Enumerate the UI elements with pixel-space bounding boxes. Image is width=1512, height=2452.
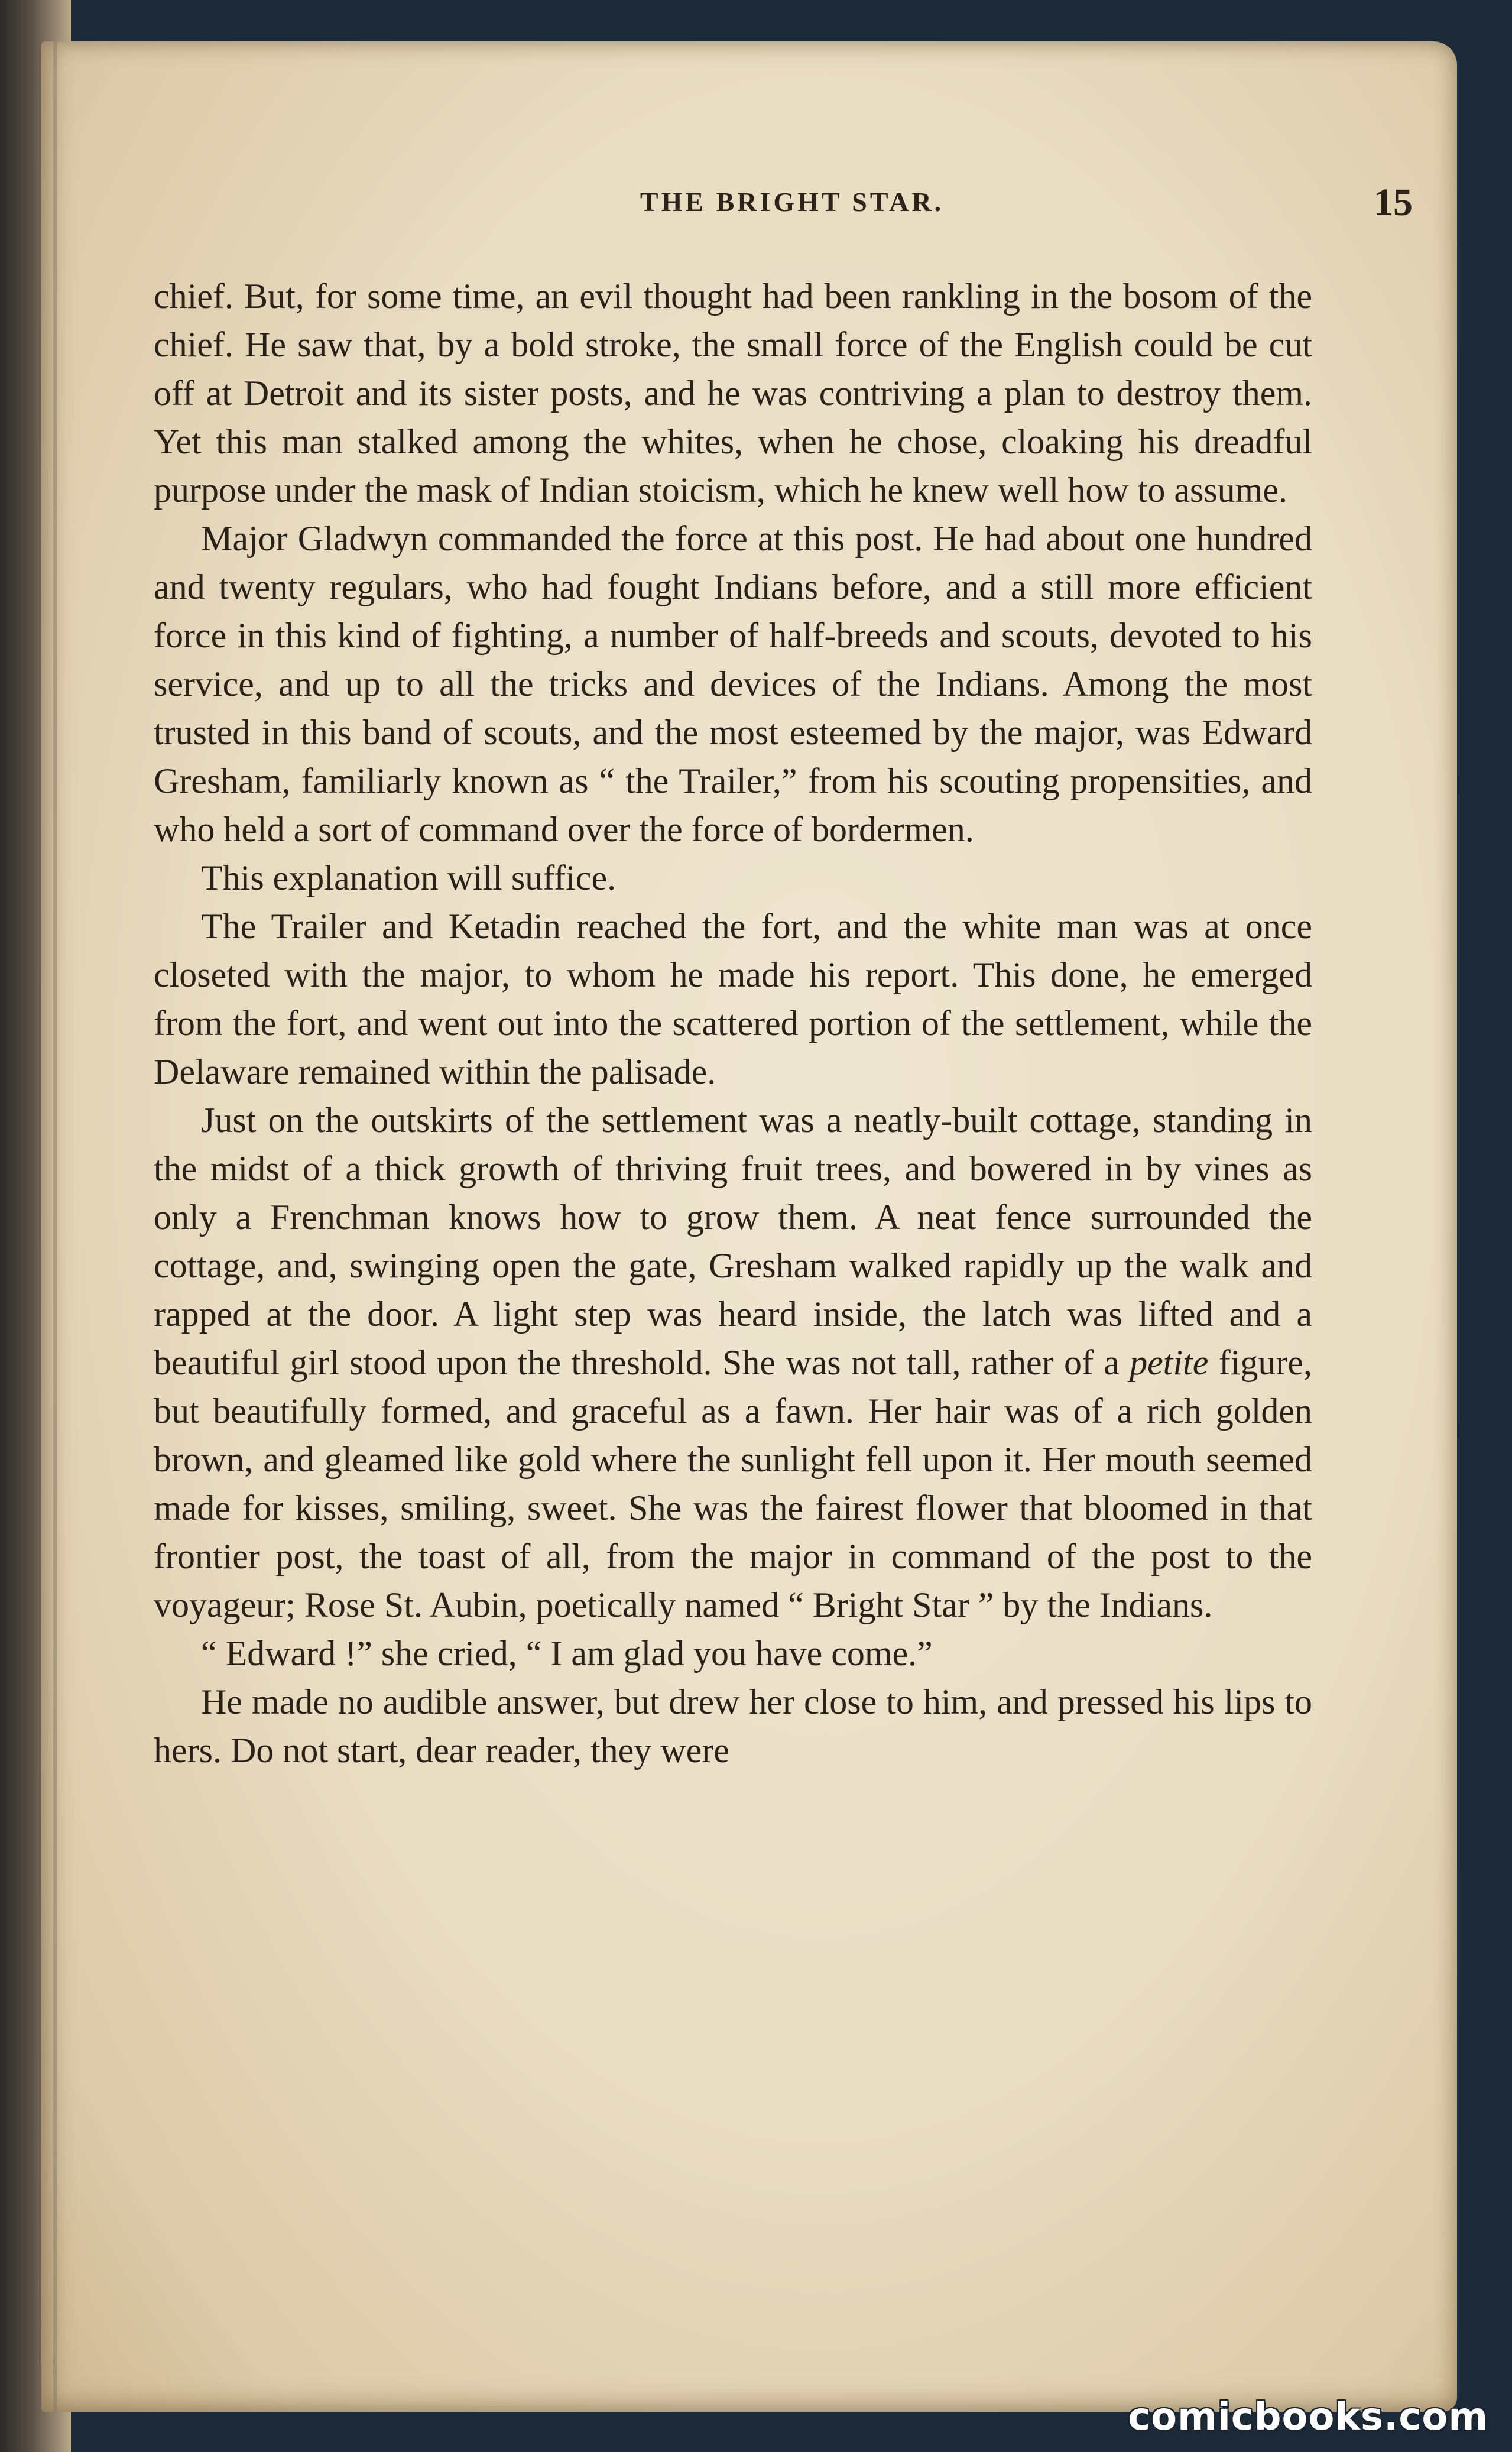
paragraph-3: This explanation will suffice. — [201, 858, 617, 897]
italic-word: petite — [1130, 1343, 1209, 1382]
paragraph-1: chief. But, for some time, an evil thought had been rankling in the bosom of the chief. He saw that, by a bold stroke, the small force of the English could be cut off at Detroit and its sister posts, and he was contriving a plan to destroy them. Yet this man stalked among the whites, when he chose, cloaking his dreadful purpose under the mask of Indian stoicism, which he knew well how to assume. — [154, 277, 1312, 510]
running-head — [41, 181, 1457, 233]
paragraph-5 — [154, 1096, 1312, 1629]
paragraph-2: Major Gladwyn commanded the force at this post. He had about one hundred and twenty regulars, who had fought Indians before, and a still more efficient force in this kind of fighting, a number of half-breeds and scouts, devoted to his service, and up to all the tricks and devices of the Indians. Among the most trusted in this band of scouts, and the most esteemed by the major, was Edward Gresham, familiarly known as “ the Trailer,” from his scouting propensities, and who held a sort of command over the force of bordermen. — [154, 519, 1312, 849]
body-text — [154, 272, 1312, 1775]
paragraph-5-part-2: figure, but beautifully formed, and graceful as a fawn. Her hair was of a rich golden brown, and gleamed like gold where the sunlight fell upon it. Her mouth seemed made for kisses, smiling, sweet. She was the fairest flower that bloomed in that frontier post, the toast of all, from the major in command of the post to the voyageur; Rose St. Aubin, poetically named “ Bright Star ” by the Indians. — [154, 1343, 1312, 1624]
page-edge — [53, 41, 57, 2412]
paragraph-5-part-1: Just on the outskirts of the settlement was a neatly-built cottage, standing in the midst of a thick growth of thriving fruit trees, and bowered in by vines as only a Frenchman knows how to grow them. A neat fence surrounded the cottage, and, swinging open the gate, Gresham walked rapidly up the walk and rapped at the door. A light step was heard inside, the latch was lifted and a beautiful girl stood upon the threshold. She was not tall, rather of a — [154, 1101, 1312, 1382]
paragraph-6: “ Edward !” she cried, “ I am glad you have come.” — [201, 1634, 933, 1673]
paragraph-7: He made no audible answer, but drew her close to him, and pressed his lips to hers. Do not start, dear reader, they were — [154, 1682, 1312, 1770]
page-number: 15 — [1374, 181, 1413, 224]
book-page — [41, 41, 1457, 2412]
paragraph-4: The Trailer and Ketadin reached the fort, and the white man was at once closeted with the major, to whom he made his report. This done, he emerged from the fort, and went out into the scattered portion of the settlement, while the Delaware remained within the palisade. — [154, 907, 1312, 1091]
site-watermark: comicbooks.com — [1128, 2395, 1488, 2439]
running-head-title: THE BRIGHT STAR. — [640, 187, 945, 217]
